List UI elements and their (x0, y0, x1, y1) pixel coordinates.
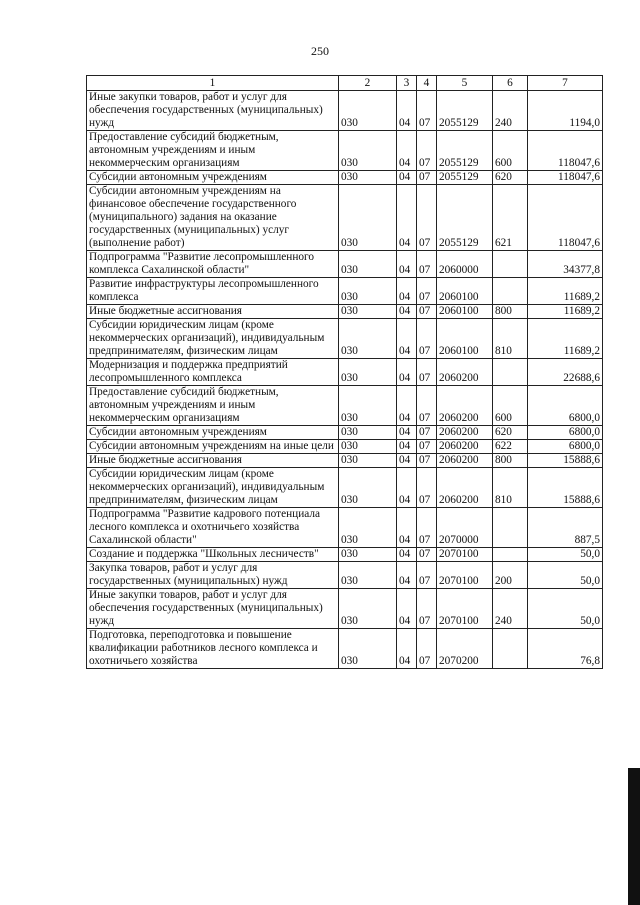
row-code: 2060100 (437, 319, 493, 359)
table-row (87, 562, 603, 589)
row-code: 2060100 (437, 305, 493, 319)
table-row (87, 508, 603, 548)
row-code: 030 (339, 508, 397, 548)
row-code: 600 (493, 386, 528, 426)
row-code: 04 (397, 131, 417, 171)
table-row (87, 386, 603, 426)
row-code: 600 (493, 131, 528, 171)
table-row (87, 131, 603, 171)
row-description: Субсидии юридическим лицам (кроме некоммерческих организаций), индивидуальным предпринимателям, физическим лицам (87, 319, 339, 359)
row-code: 2070000 (437, 508, 493, 548)
row-description: Иные бюджетные ассигнования (87, 305, 339, 319)
row-code: 07 (417, 386, 437, 426)
row-code: 030 (339, 548, 397, 562)
table-header-row (87, 76, 603, 91)
row-code (493, 278, 528, 305)
row-code: 030 (339, 91, 397, 131)
row-code: 07 (417, 468, 437, 508)
row-code: 030 (339, 319, 397, 359)
row-description: Предоставление субсидий бюджетным, автономным учреждениям и иным некоммерческим организациям (87, 386, 339, 426)
row-code: 07 (417, 440, 437, 454)
column-header: 6 (493, 76, 528, 91)
row-code: 2070100 (437, 589, 493, 629)
row-description: Иные закупки товаров, работ и услуг для обеспечения государственных (муниципальных) нужд (87, 91, 339, 131)
table-row (87, 278, 603, 305)
row-amount: 118047,6 (528, 131, 603, 171)
row-code: 030 (339, 359, 397, 386)
row-code: 04 (397, 278, 417, 305)
row-code: 04 (397, 171, 417, 185)
row-amount: 76,8 (528, 629, 603, 669)
row-code: 07 (417, 508, 437, 548)
scan-edge-mark (628, 768, 640, 905)
row-amount: 50,0 (528, 562, 603, 589)
row-code (493, 359, 528, 386)
row-code: 800 (493, 454, 528, 468)
row-code: 07 (417, 185, 437, 251)
row-code: 04 (397, 426, 417, 440)
row-code: 2070200 (437, 629, 493, 669)
row-code: 621 (493, 185, 528, 251)
row-amount: 6800,0 (528, 426, 603, 440)
row-code: 07 (417, 251, 437, 278)
row-code: 04 (397, 548, 417, 562)
row-code: 07 (417, 629, 437, 669)
row-amount: 50,0 (528, 548, 603, 562)
row-description: Подготовка, переподготовка и повышение квалификации работников лесного комплекса и охотничьего хозяйства (87, 629, 339, 669)
table-row (87, 629, 603, 669)
row-description: Предоставление субсидий бюджетным, автономным учреждениям и иным некоммерческим организациям (87, 131, 339, 171)
row-code: 2060000 (437, 251, 493, 278)
row-code: 030 (339, 426, 397, 440)
row-code: 810 (493, 319, 528, 359)
column-header: 1 (87, 76, 339, 91)
table-row (87, 319, 603, 359)
row-code: 030 (339, 171, 397, 185)
row-amount: 118047,6 (528, 185, 603, 251)
row-description: Подпрограмма "Развитие кадрового потенциала лесного комплекса и охотничьего хозяйства Сахалинской области" (87, 508, 339, 548)
row-code (493, 548, 528, 562)
row-amount: 118047,6 (528, 171, 603, 185)
row-code: 030 (339, 278, 397, 305)
row-description: Модернизация и поддержка предприятий лесопромышленного комплекса (87, 359, 339, 386)
row-code: 04 (397, 386, 417, 426)
row-code: 030 (339, 589, 397, 629)
row-code: 030 (339, 562, 397, 589)
row-code: 07 (417, 91, 437, 131)
row-code: 2060200 (437, 440, 493, 454)
row-code: 800 (493, 305, 528, 319)
row-code: 2055129 (437, 171, 493, 185)
table-row (87, 440, 603, 454)
row-description: Иные бюджетные ассигнования (87, 454, 339, 468)
row-code: 07 (417, 454, 437, 468)
row-code: 622 (493, 440, 528, 454)
row-code: 030 (339, 251, 397, 278)
row-amount: 11689,2 (528, 305, 603, 319)
row-code: 030 (339, 468, 397, 508)
row-code: 2070100 (437, 562, 493, 589)
row-code: 030 (339, 440, 397, 454)
table-row (87, 251, 603, 278)
row-code: 07 (417, 426, 437, 440)
row-code: 07 (417, 171, 437, 185)
page-number: 250 (311, 44, 329, 58)
row-amount: 6800,0 (528, 440, 603, 454)
column-header: 2 (339, 76, 397, 91)
row-amount: 34377,8 (528, 251, 603, 278)
row-code: 2060100 (437, 278, 493, 305)
table-row (87, 426, 603, 440)
column-header: 3 (397, 76, 417, 91)
row-code: 07 (417, 278, 437, 305)
row-amount: 22688,6 (528, 359, 603, 386)
row-code: 07 (417, 589, 437, 629)
row-code: 030 (339, 305, 397, 319)
row-code: 030 (339, 131, 397, 171)
column-header: 7 (528, 76, 603, 91)
row-code: 07 (417, 359, 437, 386)
row-code: 04 (397, 468, 417, 508)
row-code: 07 (417, 562, 437, 589)
row-description: Иные закупки товаров, работ и услуг для обеспечения государственных (муниципальных) нужд (87, 589, 339, 629)
row-description: Закупка товаров, работ и услуг для государственных (муниципальных) нужд (87, 562, 339, 589)
row-code (493, 251, 528, 278)
row-code: 2070100 (437, 548, 493, 562)
row-code: 030 (339, 386, 397, 426)
row-code: 240 (493, 91, 528, 131)
row-description: Создание и поддержка "Школьных лесничеств" (87, 548, 339, 562)
table-row (87, 359, 603, 386)
row-code: 07 (417, 131, 437, 171)
row-code: 200 (493, 562, 528, 589)
row-code: 030 (339, 454, 397, 468)
row-code: 620 (493, 171, 528, 185)
row-code: 04 (397, 589, 417, 629)
row-code: 2060200 (437, 386, 493, 426)
column-header: 5 (437, 76, 493, 91)
row-description: Субсидии юридическим лицам (кроме некоммерческих организаций), индивидуальным предпринимателям, физическим лицам (87, 468, 339, 508)
row-code: 04 (397, 359, 417, 386)
row-amount: 6800,0 (528, 386, 603, 426)
row-code: 04 (397, 440, 417, 454)
row-code: 2060200 (437, 359, 493, 386)
row-code: 2055129 (437, 91, 493, 131)
row-description: Субсидии автономным учреждениям на иные цели (87, 440, 339, 454)
row-code: 04 (397, 91, 417, 131)
row-amount: 11689,2 (528, 319, 603, 359)
table-row (87, 185, 603, 251)
row-code (493, 629, 528, 669)
row-description: Развитие инфраструктуры лесопромышленного комплекса (87, 278, 339, 305)
column-header: 4 (417, 76, 437, 91)
row-code: 07 (417, 319, 437, 359)
row-code: 620 (493, 426, 528, 440)
row-code: 2055129 (437, 185, 493, 251)
row-code: 2060200 (437, 426, 493, 440)
row-code: 04 (397, 251, 417, 278)
row-code (493, 508, 528, 548)
row-code: 07 (417, 305, 437, 319)
row-code: 2060200 (437, 468, 493, 508)
row-amount: 50,0 (528, 589, 603, 629)
row-description: Субсидии автономным учреждениям на финансовое обеспечение государственного (муниципального) задания на оказание государственных (муниципальных) услуг (выполнение работ) (87, 185, 339, 251)
row-description: Подпрограмма "Развитие лесопромышленного комплекса Сахалинской области" (87, 251, 339, 278)
table-row (87, 305, 603, 319)
row-description: Субсидии автономным учреждениям (87, 426, 339, 440)
row-code: 810 (493, 468, 528, 508)
table-row (87, 589, 603, 629)
row-code: 07 (417, 548, 437, 562)
table-row (87, 548, 603, 562)
row-amount: 1194,0 (528, 91, 603, 131)
row-description: Субсидии автономным учреждениям (87, 171, 339, 185)
budget-table (86, 75, 603, 669)
row-amount: 15888,6 (528, 454, 603, 468)
row-code: 04 (397, 319, 417, 359)
row-amount: 15888,6 (528, 468, 603, 508)
row-code: 04 (397, 508, 417, 548)
row-code: 04 (397, 454, 417, 468)
row-code: 04 (397, 629, 417, 669)
table-row (87, 91, 603, 131)
row-code: 2060200 (437, 454, 493, 468)
row-amount: 11689,2 (528, 278, 603, 305)
row-code: 04 (397, 305, 417, 319)
row-amount: 887,5 (528, 508, 603, 548)
table-row (87, 171, 603, 185)
row-code: 030 (339, 185, 397, 251)
row-code: 04 (397, 185, 417, 251)
row-code: 2055129 (437, 131, 493, 171)
row-code: 030 (339, 629, 397, 669)
row-code: 240 (493, 589, 528, 629)
table-row (87, 468, 603, 508)
row-code: 04 (397, 562, 417, 589)
table-row (87, 454, 603, 468)
